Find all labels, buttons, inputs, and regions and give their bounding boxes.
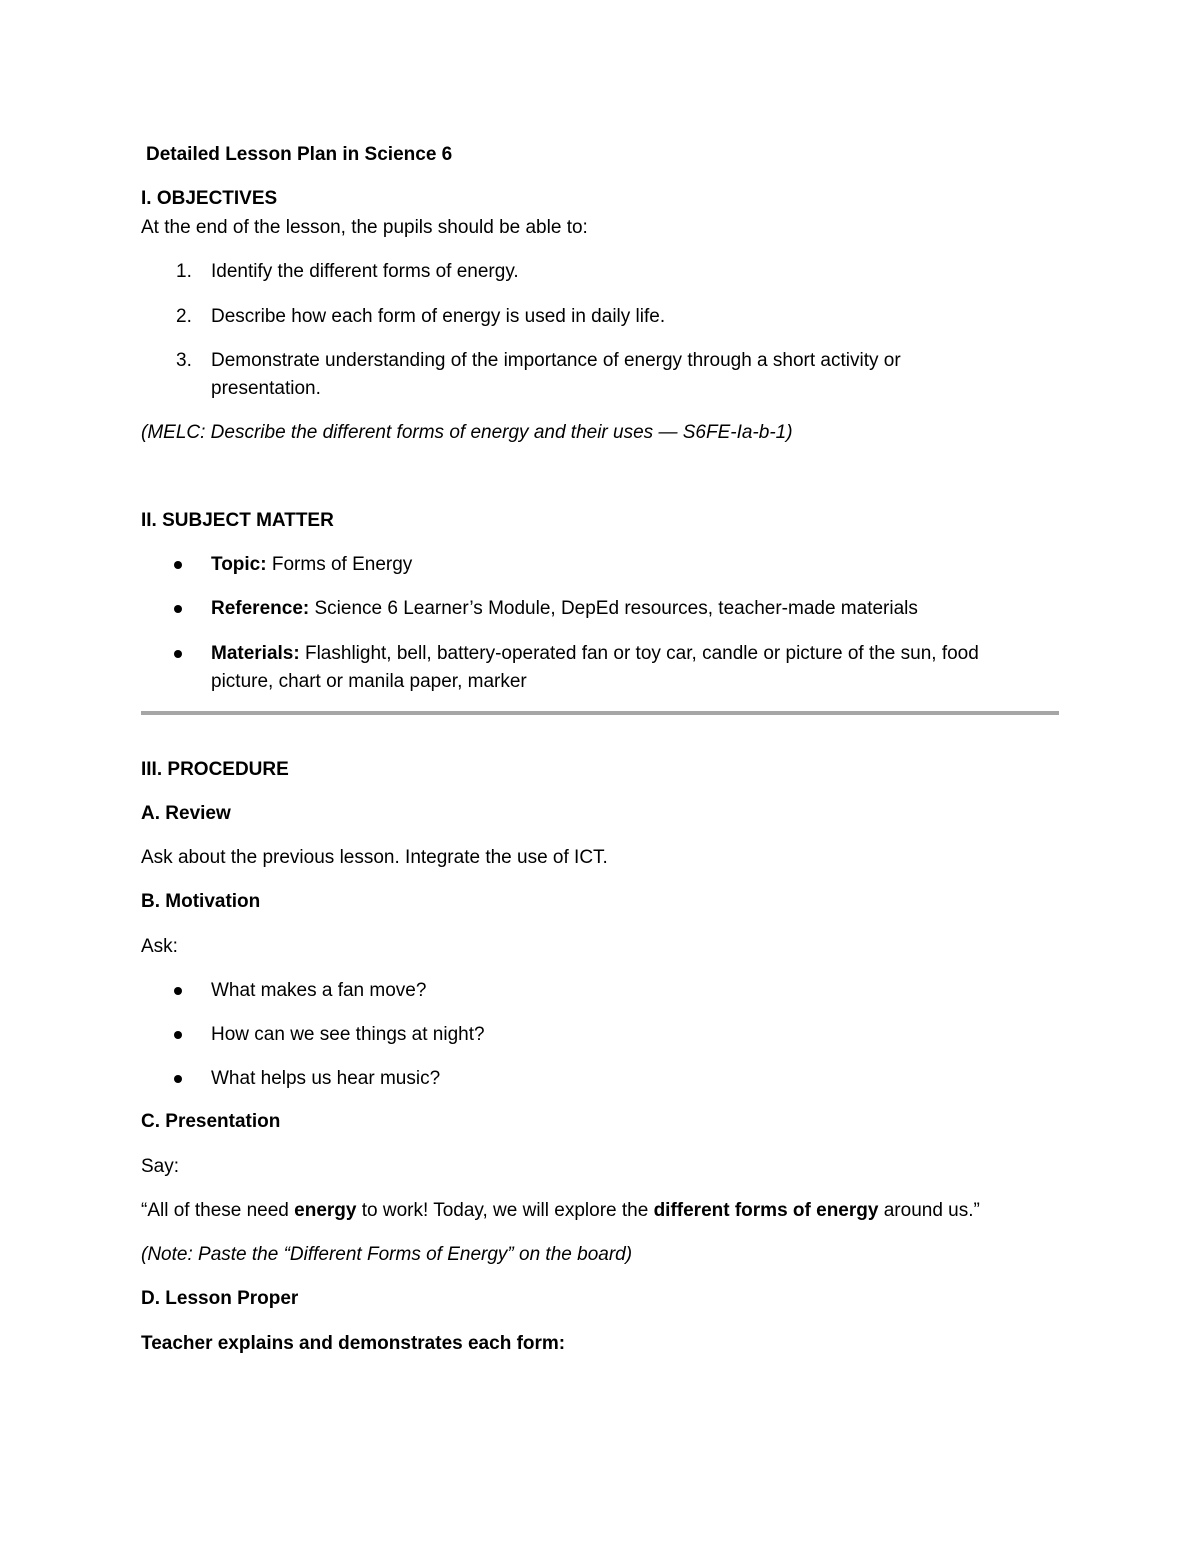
- document-title: Detailed Lesson Plan in Science 6: [146, 144, 453, 165]
- quote-bold-forms: different forms of energy: [653, 1200, 879, 1221]
- review-text: Ask about the previous lesson. Integrate the use of ICT.: [141, 847, 608, 868]
- subject-reference-value: Science 6 Learner’s Module, DepEd resources, teacher-made materials: [309, 598, 918, 619]
- presentation-quote: [141, 1199, 980, 1223]
- subject-reference: [211, 597, 918, 621]
- subject-topic: [211, 553, 412, 577]
- subject-matter-heading: II. SUBJECT MATTER: [141, 510, 334, 531]
- motivation-ask: Ask:: [141, 936, 178, 957]
- bullet-icon: [174, 650, 182, 658]
- objective-item: Demonstrate understanding of the importance of energy through a short activity or: [211, 350, 901, 371]
- lesson-proper-subheading: Teacher explains and demonstrates each form:: [141, 1333, 566, 1354]
- presentation-say: Say:: [141, 1156, 180, 1177]
- motivation-question: What helps us hear music?: [211, 1068, 441, 1089]
- quote-text: to work! Today, we will explore the: [356, 1200, 654, 1221]
- bullet-icon: [174, 605, 182, 613]
- objective-number: 3.: [176, 350, 192, 371]
- motivation-question: How can we see things at night?: [211, 1024, 485, 1045]
- objective-item-continuation: presentation.: [211, 378, 321, 399]
- horizontal-divider: [141, 711, 1059, 715]
- subject-materials-label: Materials:: [211, 643, 300, 664]
- objectives-intro: At the end of the lesson, the pupils should be able to:: [141, 217, 588, 238]
- bullet-icon: [174, 987, 182, 995]
- lesson-proper-heading: D. Lesson Proper: [141, 1288, 299, 1309]
- bullet-icon: [174, 1075, 182, 1083]
- objective-item: Identify the different forms of energy.: [211, 261, 519, 282]
- objective-number: 2.: [176, 306, 192, 327]
- objective-item: Describe how each form of energy is used in daily life.: [211, 306, 666, 327]
- objective-number: 1.: [176, 261, 192, 282]
- subject-reference-label: Reference:: [211, 598, 310, 619]
- review-heading: A. Review: [141, 803, 231, 824]
- melc-note: (MELC: Describe the different forms of energy and their uses — S6FE-Ia-b-1): [141, 422, 793, 443]
- procedure-heading: III. PROCEDURE: [141, 759, 289, 780]
- quote-bold-energy: energy: [294, 1200, 357, 1221]
- quote-text: around us.”: [878, 1200, 980, 1221]
- motivation-question: What makes a fan move?: [211, 980, 427, 1001]
- subject-topic-value: Forms of Energy: [266, 554, 413, 575]
- subject-materials-continuation: picture, chart or manila paper, marker: [211, 671, 527, 692]
- subject-materials: [211, 642, 979, 666]
- presentation-heading: C. Presentation: [141, 1111, 281, 1132]
- presentation-note: (Note: Paste the “Different Forms of Energy” on the board): [141, 1244, 633, 1265]
- bullet-icon: [174, 561, 182, 569]
- objectives-heading: I. OBJECTIVES: [141, 188, 278, 209]
- bullet-icon: [174, 1031, 182, 1039]
- quote-text: “All of these need: [141, 1200, 295, 1221]
- subject-topic-label: Topic:: [211, 554, 267, 575]
- motivation-heading: B. Motivation: [141, 891, 261, 912]
- subject-materials-value: Flashlight, bell, battery-operated fan or toy car, candle or picture of the sun, food: [299, 643, 979, 664]
